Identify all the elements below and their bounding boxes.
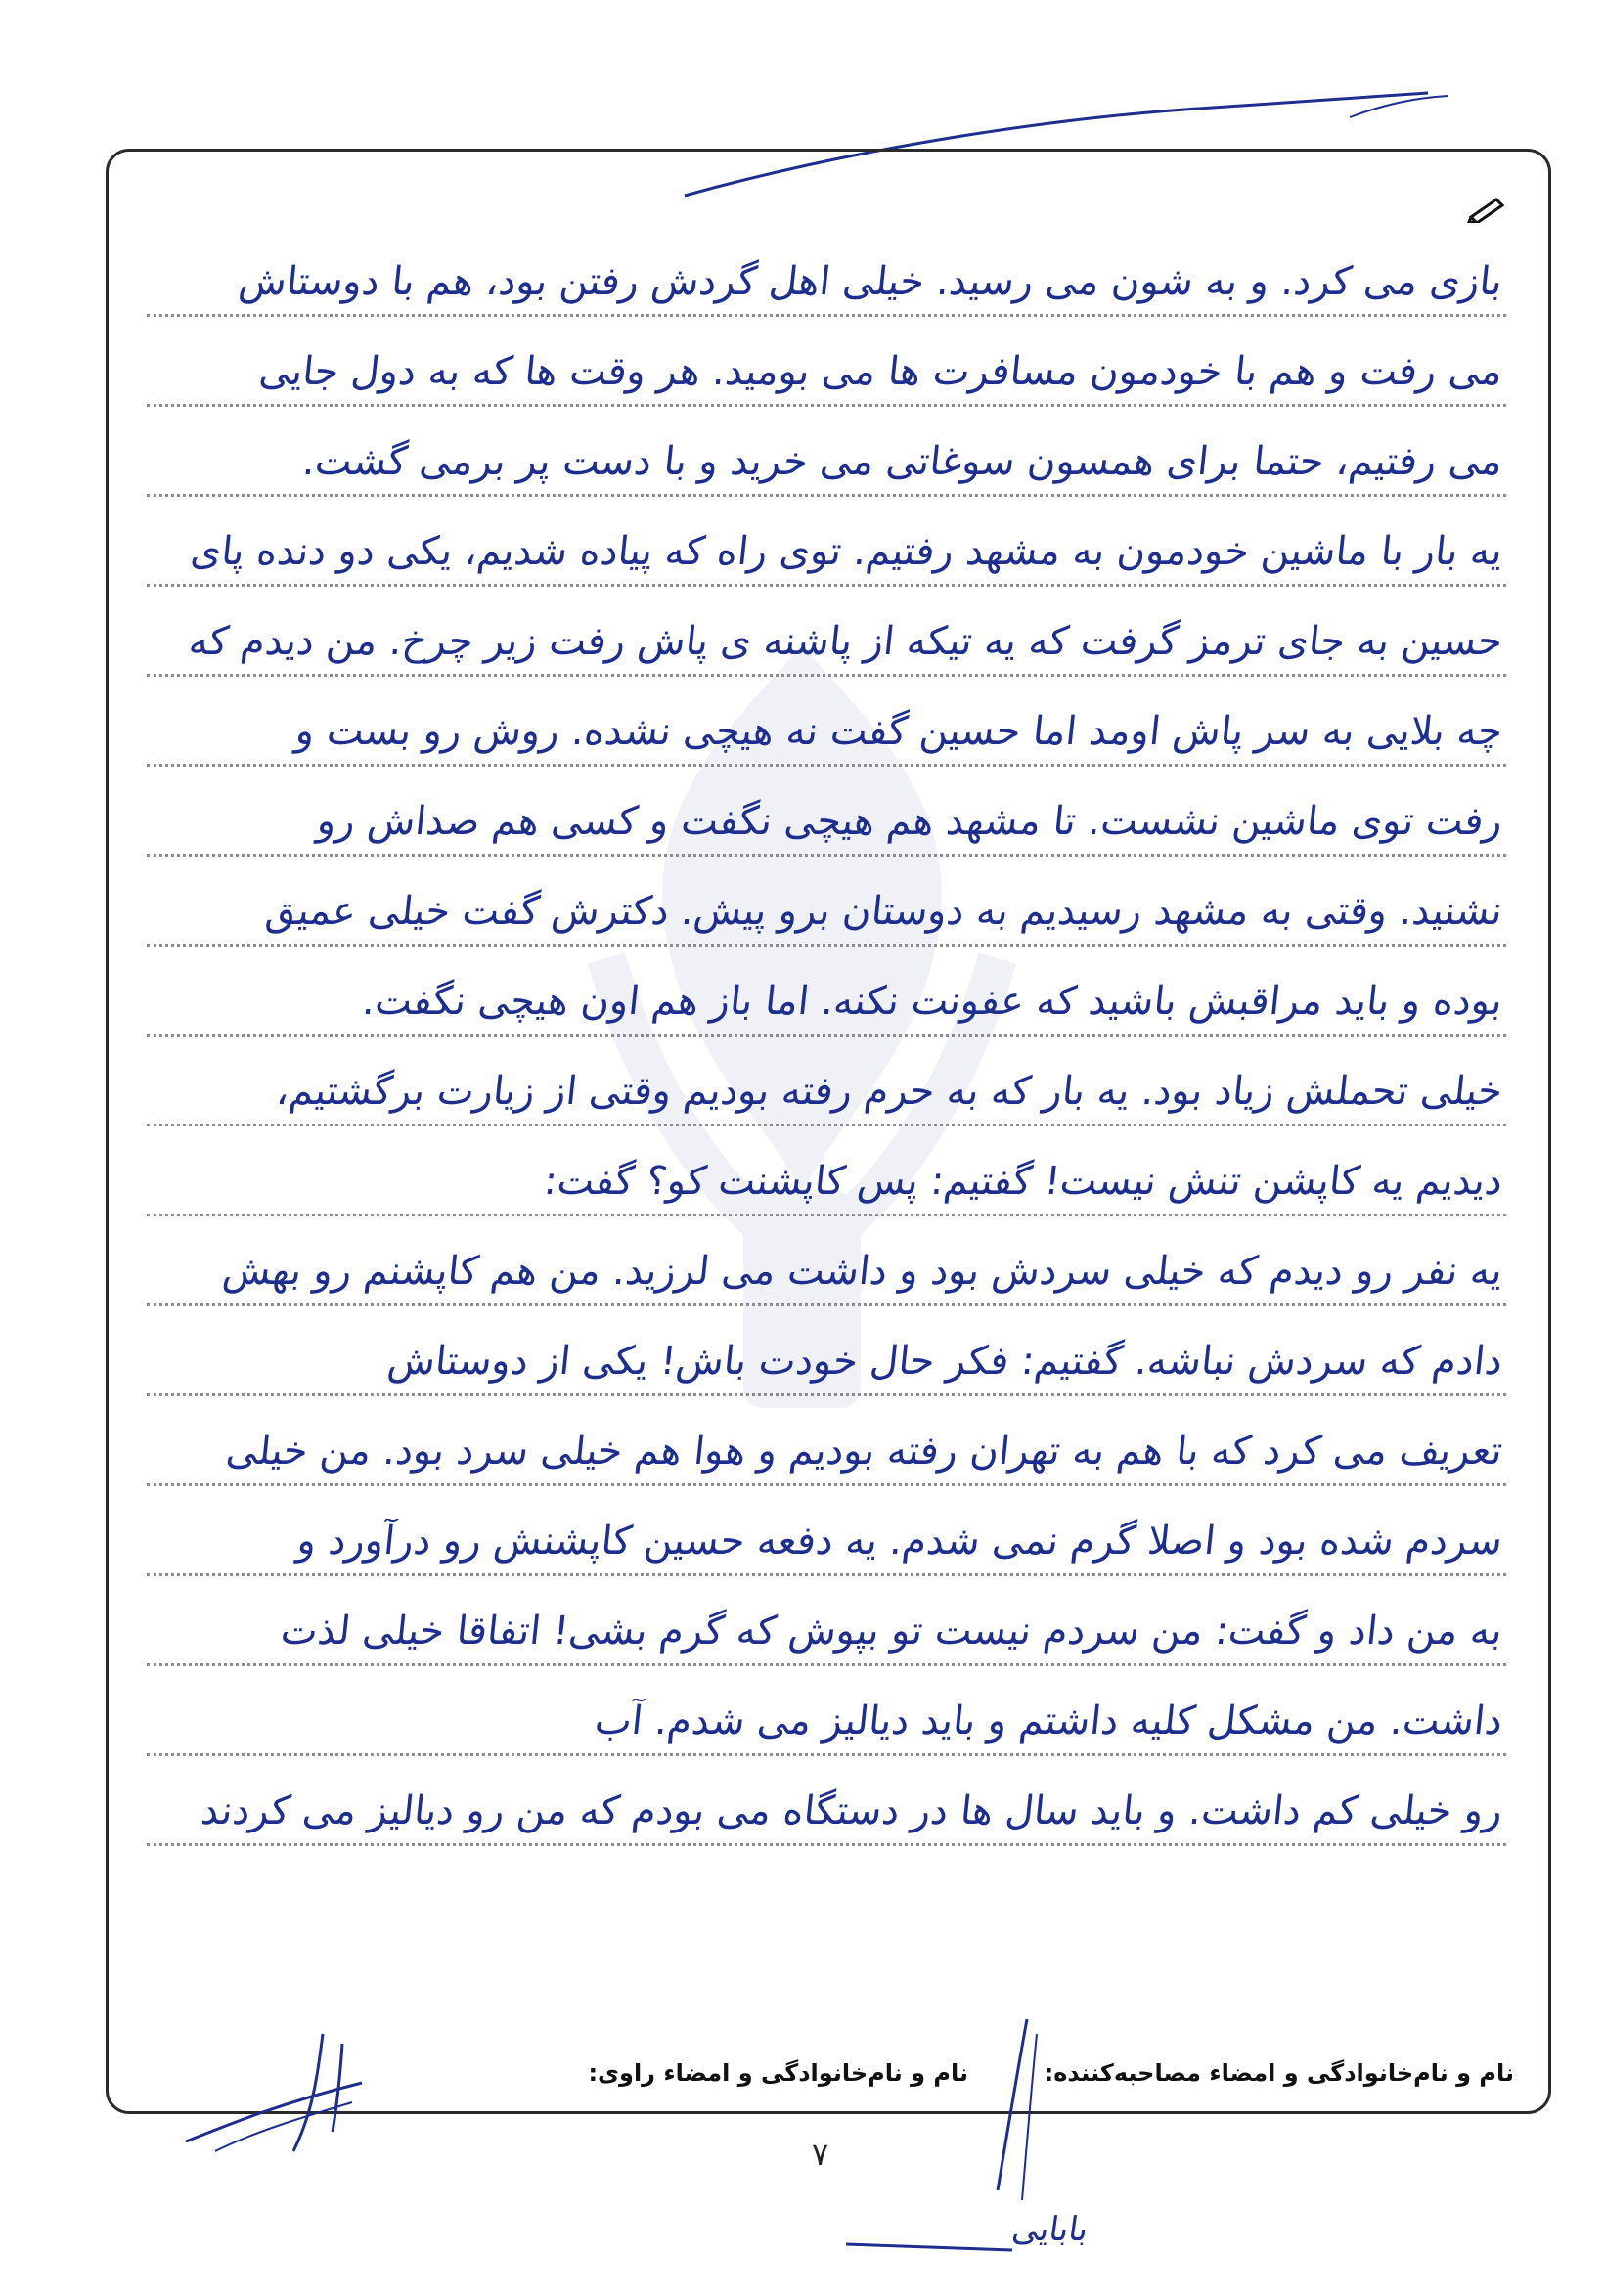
line-text: سردم شده بود و اصلا گرم نمی شدم. یه دفعه حسین کاپشنش رو درآورد و <box>294 1519 1505 1564</box>
text-line <box>147 1037 1506 1126</box>
signature-underline <box>841 2225 1017 2264</box>
line-text: یه بار با ماشین خودمون به مشهد رفتیم. توی راه که پیاده شدیم، یکی دو دنده پای <box>188 529 1505 574</box>
line-text: دادم که سردش نباشه. گفتیم: فکر حال خودت باش! یکی از دوستاش <box>384 1339 1505 1384</box>
text-line <box>147 947 1506 1037</box>
line-text: می رفت و هم با خودمون مسافرت ها می بومید. هر وقت ها که به دول جایی <box>256 349 1505 394</box>
text-line <box>147 407 1506 497</box>
line-text: بوده و باید مراقبش باشید که عفونت نکنه. اما باز هم اون هیچی نگفت. <box>360 979 1505 1024</box>
narrator-signature <box>176 2024 372 2161</box>
interviewer-signature-label: نام و نام‌خانوادگی و امضاء مصاحبه‌کننده: <box>1044 2059 1514 2087</box>
text-line <box>147 1306 1506 1396</box>
line-text: چه بلایی به سر پاش اومد اما حسین گفت نه هیچی نشده. روش رو بست و <box>292 709 1505 754</box>
text-line <box>147 317 1506 407</box>
line-text: می رفتیم، حتما برای همسون سوغاتی می خرید و با دست پر برمی گشت. <box>300 439 1505 484</box>
line-text: تعریف می کرد که با هم به تهران رفته بودیم و هوا هم خیلی سرد بود. من خیلی <box>223 1429 1505 1474</box>
text-line <box>147 1216 1506 1306</box>
line-text: رو خیلی کم داشت. و باید سال ها در دستگاه می بودم که من رو دیالیز می کردند <box>199 1788 1505 1833</box>
line-text: بازی می کرد. و به شون می رسید. خیلی اهل گردش رفتن بود، هم با دوستاش <box>236 259 1505 304</box>
pen-icon <box>1467 196 1506 223</box>
text-line <box>147 1666 1506 1756</box>
text-line <box>147 1756 1506 1846</box>
text-line <box>147 497 1506 587</box>
line-text: به من داد و گفت: من سردم نیست تو بپوش که گرم بشی! اتفاقا خیلی لذت <box>278 1609 1505 1654</box>
line-text: رفت توی ماشین نشست. تا مشهد هم هیچی نگفت و کسی هم صداش رو <box>315 799 1505 844</box>
text-line <box>147 587 1506 677</box>
line-text: نشنید. وقتی به مشهد رسیدیم به دوستان برو پیش. دکترش گفت خیلی عمیق <box>263 889 1505 934</box>
line-text: داشت. من مشکل کلیه داشتم و باید دیالیز می شدم. آب <box>592 1699 1505 1744</box>
text-line <box>147 1126 1506 1216</box>
interviewer-signature-name: بابایی <box>1009 2210 1092 2249</box>
narrator-signature-label: نام و نام‌خانوادگی و امضاء راوی: <box>588 2059 968 2087</box>
line-text: دیدیم یه کاپشن تنش نیست! گفتیم: پس کاپشنت کو؟ گفت: <box>541 1159 1505 1204</box>
text-line <box>147 857 1506 947</box>
text-line <box>147 1396 1506 1486</box>
text-line <box>147 1576 1506 1666</box>
text-line <box>147 677 1506 767</box>
line-text: خیلی تحملش زیاد بود. یه بار که به حرم رفته بودیم وقتی از زیارت برگشتیم، <box>274 1069 1505 1114</box>
text-line <box>147 767 1506 857</box>
text-line <box>147 246 1506 317</box>
line-text: یه نفر رو دیدم که خیلی سردش بود و داشت می لرزید. من هم کاپشنم رو بهش <box>220 1249 1505 1294</box>
handwritten-text-block <box>147 246 1506 1846</box>
text-line <box>147 1486 1506 1576</box>
page-number: ۷ <box>812 2136 829 2173</box>
interviewer-signature <box>939 2014 1095 2210</box>
line-text: حسین به جای ترمز گرفت که یه تیکه از پاشنه ی پاش رفت زیر چرخ. من دیدم که <box>186 619 1505 664</box>
